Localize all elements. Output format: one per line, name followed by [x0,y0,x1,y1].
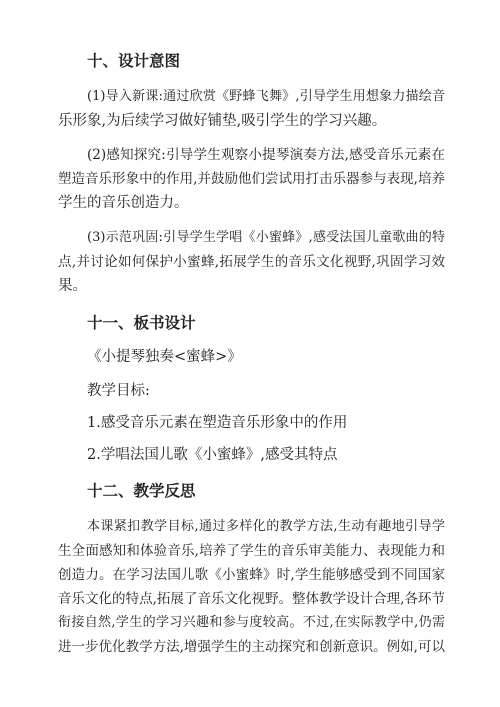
line-text: 本课紧扣教学目标,通过多样化的教学方法,生动有趣地引导学 [87,519,445,534]
line-text: 衔接自然,学生的学习兴趣和参与度较高。不过,在实际教学中,仍需 [58,615,445,630]
heading-text: 十一、板书设计 [87,314,196,332]
line-text: 塑造音乐形象中的作用,并鼓励他们尝试用打击乐器参与表现,培养 [58,171,445,187]
heading-text: 十、设计意图 [87,52,181,70]
line-text: 2.学唱法国儿歌《小蜜蜂》,感受其特点 [87,447,338,463]
line-text: 生全面感知和体验音乐,培养了学生的音乐审美能力、表现能力和 [58,543,445,559]
line-text: 音乐文化的特点,拓展了音乐文化视野。整体教学设计合理,各环节 [58,591,445,607]
line-text: 学生的音乐创造力。 [58,195,189,211]
line-text: 点,并讨论如何保护小蜜蜂,拓展学生的音乐文化视野,巩固学习效 [58,254,445,270]
line-text: (3)示范巩固:引导学生学唱《小蜜蜂》,感受法国儿童歌曲的特 [87,230,445,245]
line-text: 创造力。在学习法国儿歌《小蜜蜂》时,学生能够感受到不同国家 [58,567,445,583]
heading-text: 十二、教学反思 [87,482,196,500]
line-text: 教学目标: [87,383,150,399]
line-text: 1.感受音乐元素在塑造音乐形象中的作用 [87,415,348,431]
line-text: 进一步优化教学方法,增强学生的主动探究和创新意识。例如,可以 [58,639,445,655]
line-text: 果。 [58,278,87,294]
line-text: (2)感知探究:引导学生观察小提琴演奏方法,感受音乐元素在 [87,147,445,163]
line-text: 《小提琴独奏<蜜蜂>》 [87,349,242,365]
line-text: (1)导入新课:通过欣赏《野蜂飞舞》,引导学生用想象力描绘音 [87,89,445,104]
line-text: 乐形象,为后续学习做好铺垫,吸引学生的学习兴趣。 [58,113,387,129]
